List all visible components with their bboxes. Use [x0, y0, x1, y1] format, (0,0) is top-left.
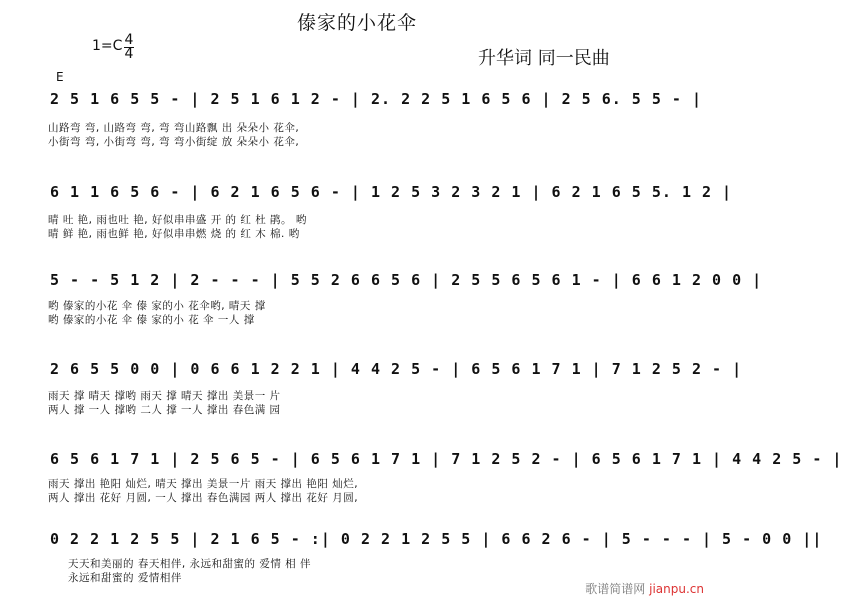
- lyrics-6-verse-1: 天天和美丽的 春天相伴, 永远和甜蜜的 爱情 相 伴: [68, 558, 312, 570]
- lyrics-2-verse-2: 晴 鲜 艳, 雨也鲜 艳, 好似串串燃 烧 的 红 木 棉. 哟: [48, 228, 300, 240]
- lyrics-3-verse-2: 哟 傣家的小花 伞 傣 家的小 花 伞 一人 撑: [48, 314, 255, 326]
- melody-line-6: 0 2 2 1 2 5 5 | 2 1 6 5 - :| 0 2 2 1 2 5 5 | 6 6 2 6 - | 5 - - - | 5 - 0 0 ||: [50, 530, 823, 548]
- melody-line-4: 2 6 5 5 0 0 | 0 6 6 1 2 2 1 | 4 4 2 5 - | 6 5 6 1 7 1 | 7 1 2 5 2 - |: [50, 360, 743, 378]
- lyrics-3-verse-1: 哟 傣家的小花 伞 傣 家的小 花伞哟, 晴天 撑: [48, 300, 266, 312]
- melody-line-2: 6 1 1 6 5 6 - | 6 2 1 6 5 6 - | 1 2 5 3 2 3 2 1 | 6 2 1 6 5 5. 1 2 |: [50, 183, 733, 201]
- lyrics-5-verse-2: 两人 撑出 花好 月圆, 一人 撑出 春色满园 两人 撑出 花好 月圆,: [48, 492, 359, 504]
- melody-line-1: 2 5 1 6 5 5 - | 2 5 1 6 1 2 - | 2. 2 2 5 1 6 5 6 | 2 5 6. 5 5 - |: [50, 90, 702, 108]
- lyrics-1-verse-2: 小街弯 弯, 小街弯 弯, 弯 弯小街绽 放 朵朵小 花伞,: [48, 136, 300, 148]
- meter-bottom: 4: [124, 46, 134, 62]
- lyrics-5-verse-1: 雨天 撑出 艳阳 灿烂, 晴天 撑出 美景一片 雨天 撑出 艳阳 灿烂,: [48, 478, 359, 490]
- melody-line-3: 5 - - 5 1 2 | 2 - - - | 5 5 2 6 6 5 6 | 2 5 5 6 5 6 1 - | 6 6 1 2 0 0 |: [50, 271, 763, 289]
- lyrics-2-verse-1: 晴 吐 艳, 雨也吐 艳, 好似串串盛 开 的 红 杜 鹃。 哟: [48, 214, 307, 226]
- site-domain: jianpu.cn: [649, 582, 704, 596]
- song-title: 傣家的小花伞: [296, 12, 417, 34]
- lyrics-4-verse-1: 雨天 撑 晴天 撑哟 雨天 撑 晴天 撑出 美景一 片: [48, 390, 281, 402]
- time-signature: [124, 34, 134, 61]
- lyrics-4-verse-2: 两人 撑 一人 撑哟 二人 撑 一人 撑出 春色满 园: [48, 404, 281, 416]
- section-mark: E: [56, 70, 64, 84]
- lyrics-6-verse-2: 永远和甜蜜的 爱情相伴: [68, 572, 182, 584]
- site-watermark: [585, 580, 704, 597]
- meter-top: 4: [124, 32, 134, 48]
- key-signature: 1=C: [92, 38, 123, 54]
- site-name: 歌谱简谱网: [585, 582, 646, 596]
- lyrics-1-verse-1: 山路弯 弯, 山路弯 弯, 弯 弯山路飘 出 朵朵小 花伞,: [48, 122, 300, 134]
- melody-line-5: 6 5 6 1 7 1 | 2 5 6 5 - | 6 5 6 1 7 1 | 7 1 2 5 2 - | 6 5 6 1 7 1 | 4 4 2 5 - |: [50, 450, 842, 468]
- credit-line: 升华词 同一民曲: [478, 48, 610, 69]
